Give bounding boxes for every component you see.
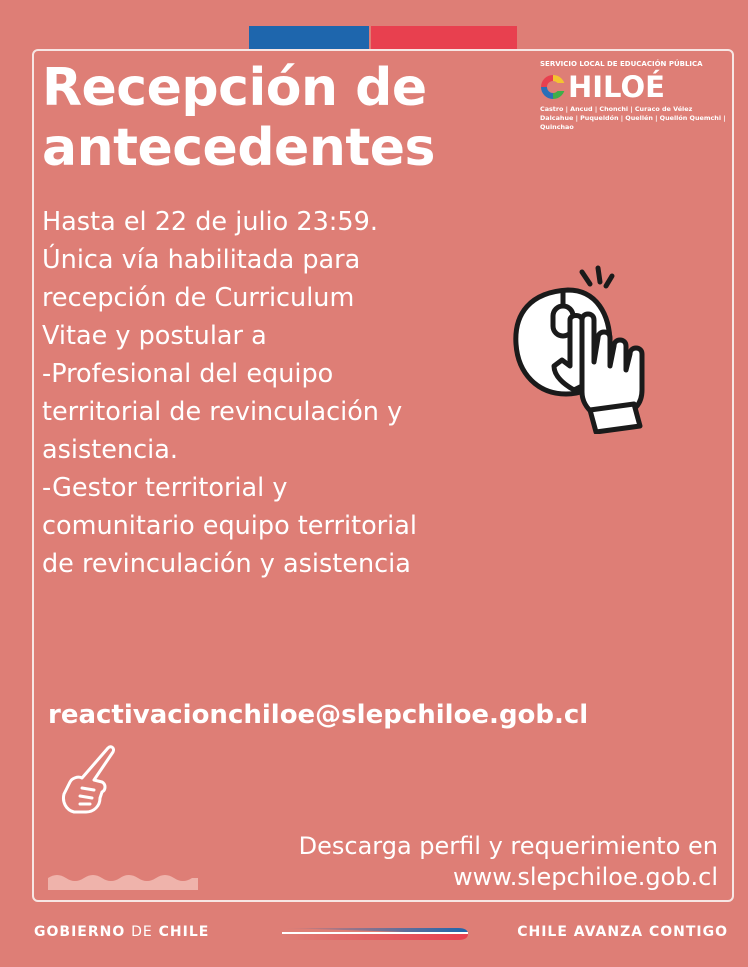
logo-communes: Castro | Ancud | Chonchi | Curaco de Vélez Dalcahue | Puqueldón | Quellén | Quellón Quemchi | Quinchao bbox=[540, 105, 726, 131]
colorful-c-logo-icon bbox=[540, 74, 566, 100]
body-line: territorial de revinculación y bbox=[42, 397, 403, 427]
footer-gobierno bbox=[34, 924, 209, 940]
body-line: -Profesional del equipo bbox=[42, 359, 334, 389]
body-line: asistencia. bbox=[42, 435, 178, 465]
footer-left-bold-2: CHILE bbox=[158, 924, 210, 940]
footer-left-bold-1: GOBIERNO bbox=[34, 924, 126, 940]
title-line-1: Recepción de bbox=[42, 58, 427, 118]
waves-icon bbox=[48, 870, 198, 890]
mouse-click-icon bbox=[510, 262, 675, 434]
email-link[interactable]: reactivacionchiloe@slepchiloe.gob.cl bbox=[48, 700, 589, 730]
slep-chiloe-logo bbox=[540, 60, 730, 132]
flag-red-bar bbox=[371, 26, 517, 49]
page-title bbox=[42, 58, 532, 178]
logo-top-text: SERVICIO LOCAL DE EDUCACIÓN PÚBLICA bbox=[540, 60, 703, 68]
download-url[interactable]: www.slepchiloe.gob.cl bbox=[453, 863, 718, 891]
body-line: -Gestor territorial y bbox=[42, 473, 288, 503]
body-line: Vitae y postular a bbox=[42, 321, 267, 351]
title-line-2: antecedentes bbox=[42, 118, 435, 178]
body-line: comunitario equipo territorial bbox=[42, 511, 417, 541]
body-line: Única vía habilitada para bbox=[42, 245, 361, 275]
body-line: de revinculación y asistencia bbox=[42, 549, 411, 579]
footer-slogan: CHILE AVANZA CONTIGO bbox=[517, 924, 728, 940]
body-text bbox=[42, 203, 512, 583]
pointing-hand-icon bbox=[56, 740, 118, 816]
flag-blue-bar bbox=[249, 26, 369, 49]
footer-flag-stripe bbox=[282, 922, 472, 944]
footer-left-light: DE bbox=[131, 924, 153, 940]
download-info bbox=[299, 831, 718, 893]
body-line: recepción de Curriculum bbox=[42, 283, 355, 313]
body-line: Hasta el 22 de julio 23:59. bbox=[42, 207, 378, 237]
logo-name: HILOÉ bbox=[568, 70, 665, 104]
download-line-1: Descarga perfil y requerimiento en bbox=[298, 832, 718, 860]
